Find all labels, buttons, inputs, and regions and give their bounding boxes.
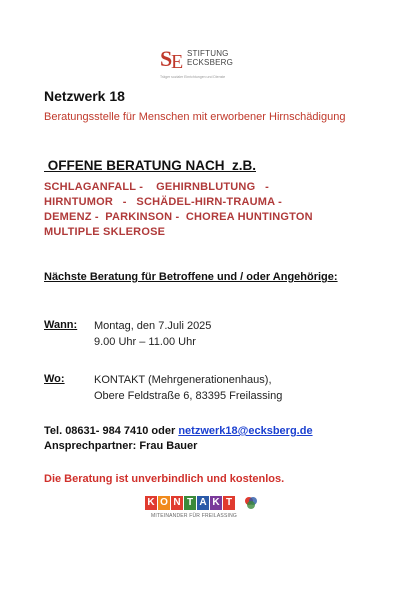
kontakt-letter: O	[158, 496, 170, 510]
svg-text:S: S	[160, 46, 173, 71]
conditions-line: DEMENZ - PARKINSON - CHOREA HUNTINGTON	[44, 211, 313, 223]
kontakt-subtitle: MITEINANDER FÜR FREILASSING	[151, 513, 237, 519]
phone-text: Tel. 08631- 984 7410 oder	[44, 425, 179, 437]
when-label: Wann:	[44, 319, 78, 331]
where-place: KONTAKT (Mehrgenerationenhaus),	[94, 374, 272, 386]
logo-tagline: Träger sozialer Einrichtungen und Dienste	[160, 75, 226, 79]
where-address: Obere Feldstraße 6, 83395 Freilassing	[94, 390, 283, 402]
contact-line	[44, 424, 313, 439]
logo-line2: ECKSBERG	[187, 58, 234, 67]
kontakt-letter: T	[223, 496, 235, 510]
conditions-line: MULTIPLE SKLEROSE	[44, 226, 166, 238]
kontakt-letter: K	[145, 496, 157, 510]
kontakt-letter: K	[210, 496, 222, 510]
logo-line1: STIFTUNG	[187, 49, 229, 58]
kontakt-letter: T	[184, 496, 196, 510]
page-title: Netzwerk 18	[44, 88, 125, 104]
mehrgenerationenhaus-logo-icon	[244, 496, 258, 510]
when-time: 9.00 Uhr – 11.00 Uhr	[94, 336, 196, 348]
subtitle: Beratungsstelle für Menschen mit erworbener Hirnschädigung	[44, 111, 346, 123]
stiftung-ecksberg-logo	[160, 46, 260, 82]
logo-words	[187, 49, 233, 67]
conditions-line: HIRNTUMOR - SCHÄDEL-HIRN-TRAUMA -	[44, 196, 282, 208]
kontakt-letter: N	[171, 496, 183, 510]
contact-block	[44, 424, 313, 454]
when-date: Montag, den 7.Juli 2025	[94, 320, 212, 332]
free-note: Die Beratung ist unverbindlich und kostenlos.	[44, 473, 285, 485]
conditions-line: SCHLAGANFALL - GEHIRNBLUTUNG -	[44, 181, 269, 193]
next-session-heading: Nächste Beratung für Betroffene und / oder Angehörige:	[44, 271, 338, 283]
email-link[interactable]: netzwerk18@ecksberg.de	[178, 425, 313, 437]
kontakt-letters	[145, 496, 236, 510]
where-label: Wo:	[44, 373, 65, 385]
conditions-list	[44, 180, 389, 240]
svg-text:E: E	[171, 51, 184, 72]
kontakt-letter: A	[197, 496, 209, 510]
section-heading: OFFENE BERATUNG NACH z.B.	[44, 158, 256, 173]
stiftung-ecksberg-logo-icon	[160, 46, 186, 72]
kontakt-logo	[145, 496, 265, 526]
contact-person: Ansprechpartner: Frau Bauer	[44, 440, 198, 452]
